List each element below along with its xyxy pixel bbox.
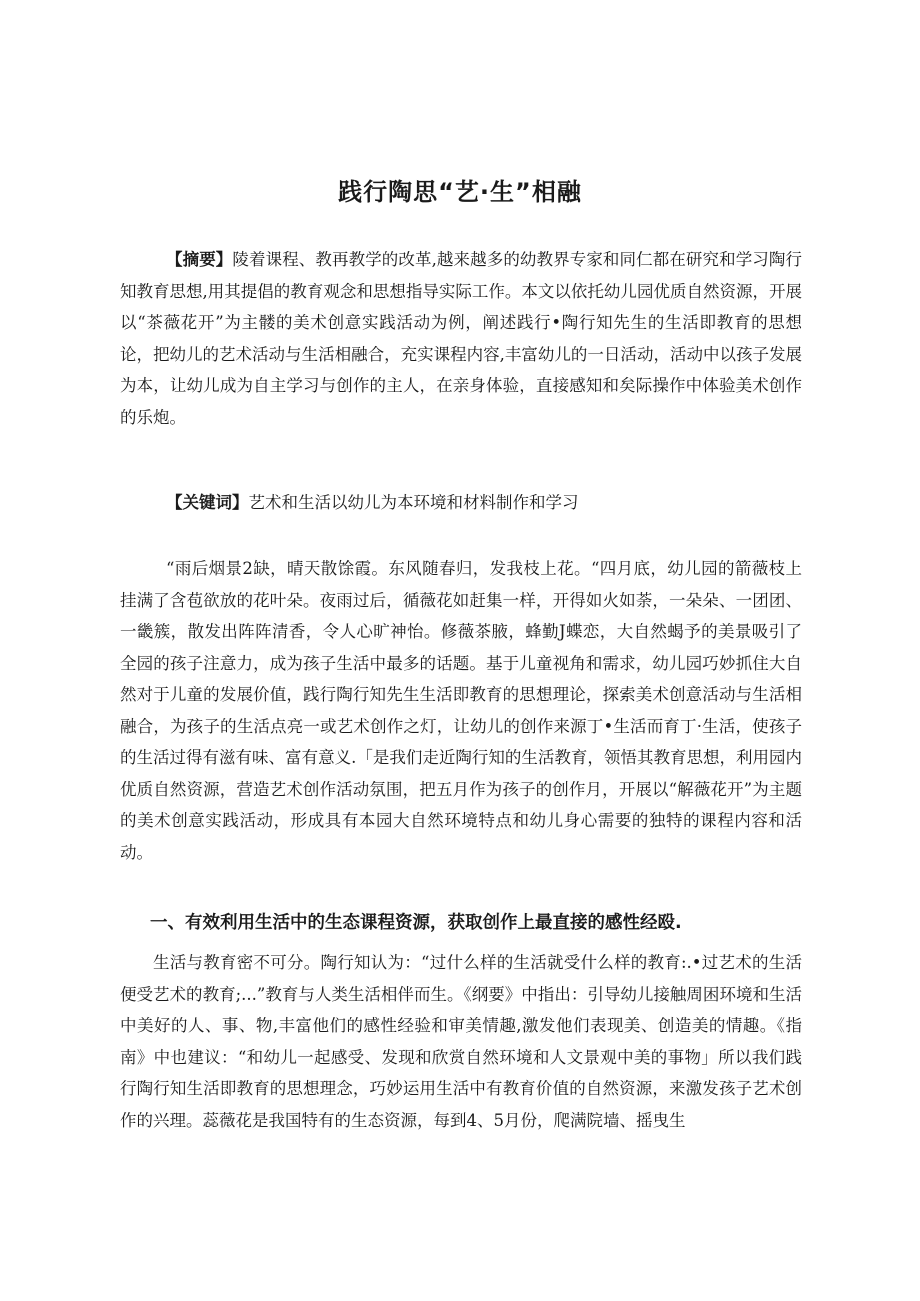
abstract-label: 【摘要】: [166, 250, 233, 269]
body-paragraph-1: “雨后烟景2缺，晴天散馀霞。东风随春归，发我枝上花。“四月底，幼儿园的箭薇枝上挂满了含苞欲放的花叶朵。夜雨过后，循薇花如赶集一样，开得如火如荼，一朵朵、一团团、一畿簇，散发出阵阵清香，令人心旷神怡。修薇茶腋，蜂勤J蝶恋，大自然蝎予的美景吸引了全园的孩子注意力，成为孩子生活中最多的话题。基于儿童视角和需求，幼儿园巧妙抓住大自然对于儿童的发展价值，践行陶行知先生生活即教育的思想理论，探索美术创意活动与生活相融合，为孩子的生活点亮一或艺术创作之灯，让幼儿的创作来源丁•生活而育丁·生活，使孩子的生活过得有滋有味、富有意义.「是我们走近陶行知的生活教育，领悟其教育思想，利用园内优质自然资源，营造艺术创作活动氛围，把五月作为孩子的创作月，开展以“解薇花开”为主题的美术创意实践活动，形成具有本园大自然环境特点和幼儿身心需要的独特的课程内容和活动。: [120, 559, 802, 862]
keywords-label: 【关键词】: [166, 493, 249, 512]
abstract-text: 陵着课程、教再教学的改革,越来越多的幼教界专家和同仁都在研究和学习陶行知教育思想,用其提倡的教育观念和思想指导实际工作。本文以依托幼儿园优质自然资源，开展以“茶薇花开”为主髅的美术创意实践活动为例，阐述践行•陶行知先生的生活即教育的思想论，把幼儿的艺术活动与生活相融合，充实课程内容,丰富幼儿的一日活动，活动中以孩子发展为本，让幼儿成为自主学习与创作的主人，在亲身体验，直接感知和矣际操作中体验美术创作的乐炮。: [120, 250, 803, 427]
keywords-text: 艺术和生活以幼儿为本环境和材料制作和学习: [248, 493, 579, 512]
document-title: 践行陶思“艺·生”相融: [338, 178, 582, 206]
abstract-paragraph: [120, 244, 802, 433]
section-heading-1: 一、有效利用生活中的生态课程资源，获取创作上最直接的感性经殴.: [150, 913, 682, 933]
body-paragraph-2: 生活与教育密不可分。陶行知认为：“过什么样的生活就受什么样的教育:.•过艺术的生活便受艺术的教育;...”教育与人类生活相伴而生。《纲要》中指出：引导幼儿接触周困环境和生活中美好的人、事、物,丰富他们的感性经验和审美情趣,激发他们表现美、创造美的情趣。《指南》中也建议：“和幼儿一起感受、发现和欣赏自然环境和人文景观中美的事物」所以我们践行陶行知生活即教育的思想理念，巧妙运用生活中有教育价值的自然资源，来激发孩子艺术创作的兴理。蕊薇花是我国特有的生态资源，每到4、5月份，爬满院墙、摇曳生: [120, 953, 802, 1130]
keywords-line: [166, 487, 802, 519]
